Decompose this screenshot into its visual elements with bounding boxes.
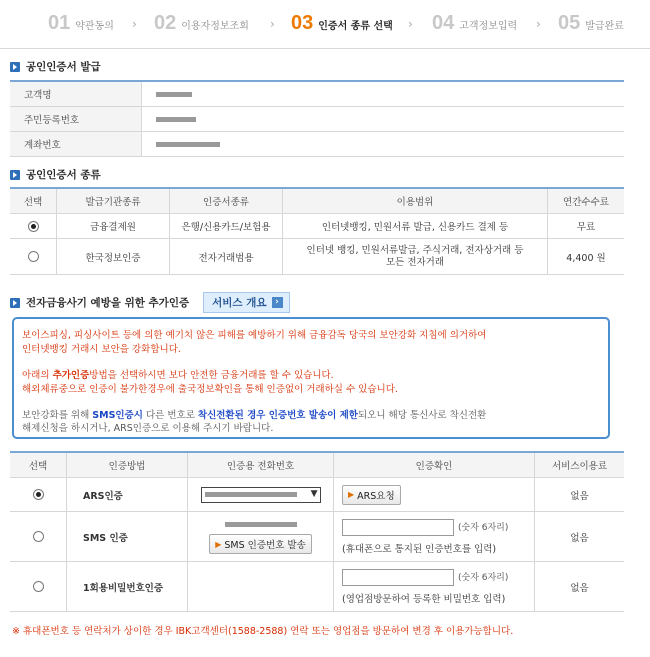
customer-info-table xyxy=(10,80,624,157)
notice-line: 인터넷뱅킹 거래시 보안을 강화합니다. xyxy=(22,344,181,355)
phone-cell xyxy=(188,562,334,612)
auth-method-table xyxy=(10,451,624,612)
ars-request-label: ARS요청 xyxy=(357,490,395,502)
select-cell[interactable] xyxy=(10,239,57,275)
notice-emphasis: SMS인증시 xyxy=(92,410,143,421)
table-header-row xyxy=(10,188,624,214)
chevron-right-icon: › xyxy=(408,17,413,31)
otp-input[interactable] xyxy=(342,569,454,586)
section-cert-issue-title xyxy=(10,59,101,74)
table-row[interactable] xyxy=(10,562,624,612)
radio-ars[interactable] xyxy=(33,489,44,500)
bullet-icon xyxy=(10,298,20,308)
type-cell: 은행/신용카드/보험용 xyxy=(170,214,283,239)
table-row[interactable] xyxy=(10,214,624,239)
chevron-right-icon: › xyxy=(270,17,275,31)
section-title-text: 공인인증서 종류 xyxy=(26,169,101,181)
step-label: 인증서 종류 선택 xyxy=(318,21,393,32)
fee-cell: 없음 xyxy=(535,562,625,612)
service-overview-button[interactable] xyxy=(203,292,289,313)
select-cell[interactable] xyxy=(10,512,67,562)
radio-sms[interactable] xyxy=(33,531,44,542)
method-cell: 1회용비밀번호인증 xyxy=(67,562,188,612)
table-row[interactable] xyxy=(10,512,624,562)
scope-line: 인터넷 뱅킹, 민원서류발급, 주식거래, 전자상거래 등 xyxy=(306,244,524,256)
org-cell: 금융결제원 xyxy=(57,214,170,239)
radio-otp[interactable] xyxy=(33,581,44,592)
col-header: 선택 xyxy=(10,452,67,478)
table-row xyxy=(10,81,624,107)
step-4 xyxy=(432,12,517,36)
bullet-icon xyxy=(10,170,20,180)
fee-cell: 없음 xyxy=(535,478,625,512)
table-header-row xyxy=(10,452,624,478)
step-num: 04 xyxy=(432,12,455,34)
chevron-right-icon: › xyxy=(272,297,283,308)
notice-line: 해외체류중으로 인증이 불가한경우에 출국정보확인을 통해 인증없이 거래하실 수 있습니다. xyxy=(22,384,398,395)
scope-line: 모든 전자거래 xyxy=(385,256,445,268)
bullet-icon xyxy=(10,62,20,72)
col-header: 연간수수료 xyxy=(548,188,625,214)
method-cell: SMS 인증 xyxy=(67,512,188,562)
step-num: 05 xyxy=(558,12,581,34)
step-num: 03 xyxy=(291,12,314,34)
notice-text: 되오니 해당 통신사로 착신전환 xyxy=(357,410,487,421)
sms-send-label: SMS 인증번호 발송 xyxy=(224,540,306,551)
security-notice-box xyxy=(12,317,610,439)
phone-cell xyxy=(188,478,334,512)
footer-notice: ※ 휴대폰번호 등 연락처가 상이한 경우 IBK고객센터(1588-2588) 연락 또는 영업점을 방문하여 변경 후 이용가능합니다. xyxy=(12,626,514,637)
notice-text: 방법을 선택하시면 보다 안전한 금융거래를 할 수 있습니다. xyxy=(89,370,334,381)
notice-text: 아래의 xyxy=(22,370,53,381)
account-number-value xyxy=(142,132,625,157)
step-num: 01 xyxy=(48,12,71,34)
cert-type-table xyxy=(10,187,624,275)
service-overview-label: 서비스 개요 xyxy=(212,297,267,309)
step-label: 발급완료 xyxy=(585,21,624,32)
confirm-cell xyxy=(334,562,535,612)
scope-cell: 인터넷뱅킹, 민원서류 발급, 신용카드 결제 등 xyxy=(283,214,548,239)
notice-line xyxy=(22,367,334,381)
masked-value xyxy=(156,142,220,147)
scope-cell xyxy=(283,239,548,275)
phone-cell xyxy=(188,512,334,562)
masked-value xyxy=(205,492,297,497)
table-row[interactable] xyxy=(10,478,624,512)
col-header: 인증서종류 xyxy=(170,188,283,214)
otp-help: (영업점방문하여 등록한 비밀번호 입력) xyxy=(342,593,506,605)
play-icon: ▶ xyxy=(215,539,222,549)
step-label: 이용자정보조회 xyxy=(181,21,249,32)
type-cell: 전자거래범용 xyxy=(170,239,283,275)
resident-number-value xyxy=(142,107,625,132)
col-header: 인증방법 xyxy=(67,452,188,478)
table-row[interactable] xyxy=(10,239,624,275)
row-key: 고객명 xyxy=(10,81,142,107)
section-title-text: 전자금융사기 예방을 위한 추가인증 xyxy=(26,297,190,309)
notice-line xyxy=(22,407,486,421)
notice-emphasis: 추가인증 xyxy=(52,370,90,381)
chevron-right-icon: › xyxy=(536,17,541,31)
notice-text: 다른 번호로 xyxy=(142,410,198,421)
masked-value xyxy=(156,92,192,97)
sms-code-input[interactable] xyxy=(342,519,454,536)
row-key: 주민등록번호 xyxy=(10,107,142,132)
step-3 xyxy=(291,12,393,36)
chevron-down-icon: ▼ xyxy=(310,488,318,499)
select-cell[interactable] xyxy=(10,214,57,239)
fee-cell: 없음 xyxy=(535,512,625,562)
digits-hint: (숫자 6자리) xyxy=(458,522,509,533)
play-icon: ▶ xyxy=(348,490,355,499)
masked-value xyxy=(156,117,196,122)
col-header: 이용범위 xyxy=(283,188,548,214)
section-extra-auth-title xyxy=(10,292,290,313)
fee-cell: 무료 xyxy=(548,214,625,239)
confirm-cell xyxy=(334,478,535,512)
step-label: 고객정보입력 xyxy=(459,21,518,32)
sms-help: (휴대폰으로 통지된 인증번호를 입력) xyxy=(342,543,497,555)
ars-request-button[interactable] xyxy=(342,485,401,505)
step-progress xyxy=(0,0,650,49)
radio-kftc[interactable] xyxy=(28,221,39,232)
confirm-cell xyxy=(334,512,535,562)
step-1 xyxy=(48,12,114,36)
col-header: 서비스이용료 xyxy=(535,452,625,478)
select-cell[interactable] xyxy=(10,562,67,612)
step-num: 02 xyxy=(154,12,177,34)
select-cell[interactable] xyxy=(10,478,67,512)
org-cell: 한국정보인증 xyxy=(57,239,170,275)
masked-phone xyxy=(225,522,297,527)
customer-name-value xyxy=(142,81,625,107)
radio-kica[interactable] xyxy=(28,251,39,262)
step-5 xyxy=(558,12,624,36)
col-header: 발급기관종류 xyxy=(57,188,170,214)
section-cert-type-title xyxy=(10,167,101,182)
table-row xyxy=(10,107,624,132)
col-header: 선택 xyxy=(10,188,57,214)
sms-send-button[interactable] xyxy=(209,534,312,554)
col-header: 인증용 전화번호 xyxy=(188,452,334,478)
fee-cell: 4,400 원 xyxy=(548,239,625,275)
notice-line: 보이스피싱, 피싱사이트 등에 의한 예기치 않은 피해를 예방하기 위해 금융감독 당국의 보안강화 지침에 의거하여 xyxy=(22,330,487,341)
notice-line: 해제신청을 하시거나, ARS인증으로 이용해 주시기 바랍니다. xyxy=(22,423,274,434)
digits-hint: (숫자 6자리) xyxy=(458,572,509,583)
notice-text: 보안강화를 위해 xyxy=(22,410,93,421)
step-2 xyxy=(154,12,249,36)
phone-select[interactable] xyxy=(201,487,321,503)
section-title-text: 공인인증서 발급 xyxy=(26,61,101,73)
col-header: 인증확인 xyxy=(334,452,535,478)
row-key: 계좌번호 xyxy=(10,132,142,157)
method-cell: ARS인증 xyxy=(67,478,188,512)
step-label: 약관동의 xyxy=(75,21,114,32)
table-row xyxy=(10,132,624,157)
chevron-right-icon: › xyxy=(132,17,137,31)
notice-emphasis: 착신전환된 경우 인증번호 발송이 제한 xyxy=(197,410,358,421)
